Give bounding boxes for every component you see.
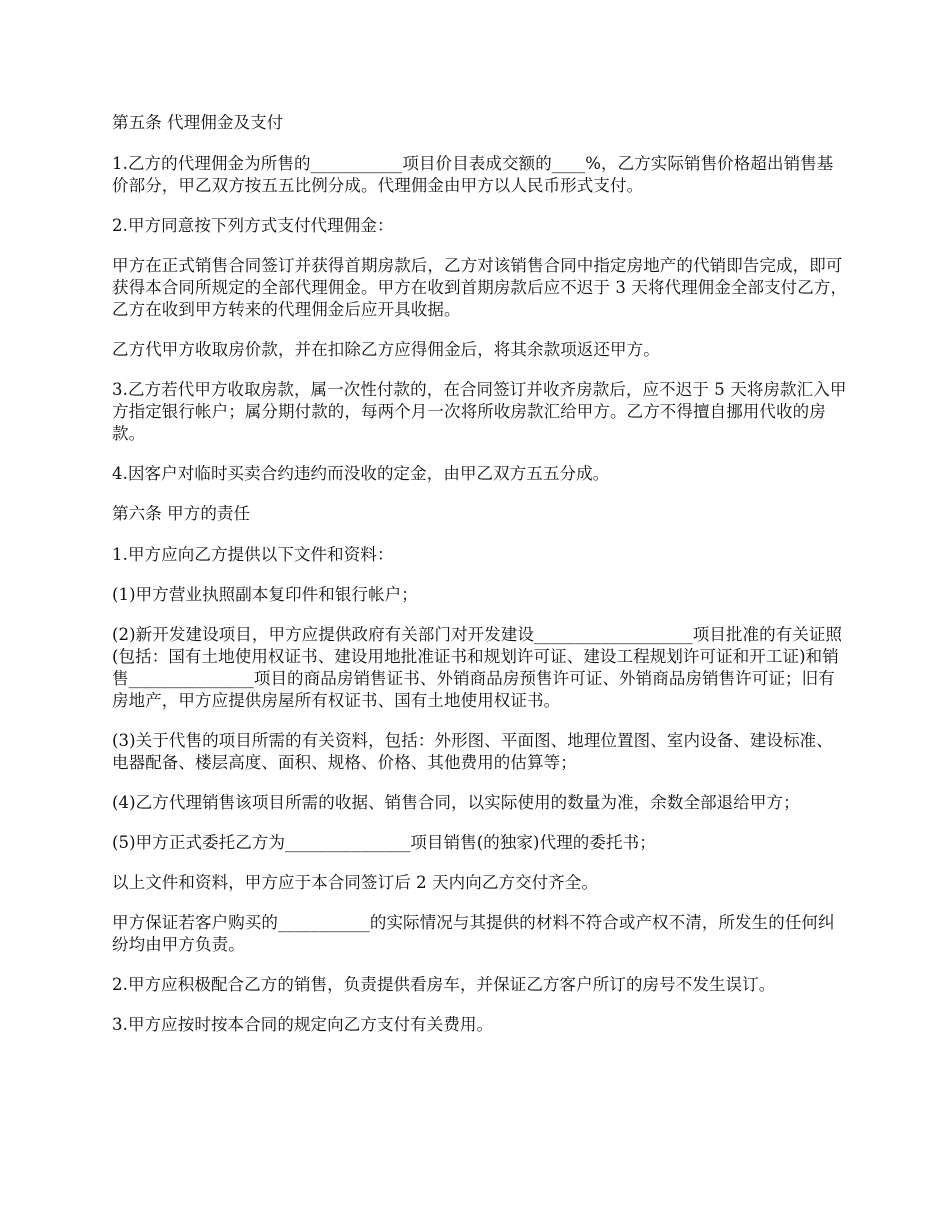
article-6-heading: 第六条 甲方的责任: [112, 504, 251, 523]
article-6-guarantee: 甲方保证若客户购买的___________的实际情况与其提供的材料不符合或产权不清，所发生的任何纠纷均由甲方负责。: [112, 913, 835, 954]
article-5-clause-2: 2.甲方同意按下列方式支付代理佣金：: [112, 216, 394, 235]
article-6-item-5: (5)甲方正式委托乙方为_______________项目销售(的独家)代理的委托书；: [112, 833, 656, 852]
article-6-delivery-deadline: 以上文件和资料，甲方应于本合同签订后 2 天内向乙方交付齐全。: [112, 873, 599, 892]
article-6-item-2: (2)新开发建设项目，甲方应提供政府有关部门对开发建设___________________项目批准的有关证照(包括：国有土地使用权证书、建设用地批准证书和规划许可证、建设工程规划许可证和开工证)和销售_______________项目的商品房销售证书、外销商品房预售许可证、外销商品房销售许可证；旧有房地产，甲方应提供房屋所有权证书、国有土地使用权证书。: [112, 625, 843, 710]
article-6-clause-3: 3.甲方应按时按本合同的规定向乙方支付有关费用。: [112, 1015, 494, 1034]
article-5-clause-4: 4.因客户对临时买卖合约违约而没收的定金，由甲乙双方五五分成。: [112, 464, 610, 483]
article-5-clause-1: 1.乙方的代理佣金为所售的___________项目价目表成交额的____%，乙方实际销售价格超出销售基价部分，甲乙双方按五五比例分成。代理佣金由甲方以人民币形式支付。: [112, 154, 834, 195]
article-6-clause-2: 2.甲方应积极配合乙方的销售，负责提供看房车，并保证乙方客户所订的房号不发生误订。: [112, 975, 776, 994]
document-page: [112, 112, 848, 1054]
article-6-item-4: (4)乙方代理销售该项目所需的收据、销售合同，以实际使用的数量为准，余数全部退给甲方；: [112, 793, 800, 812]
article-6-clause-1: 1.甲方应向乙方提供以下文件和资料：: [112, 545, 394, 564]
article-5-heading: 第五条 代理佣金及支付: [112, 113, 284, 132]
article-6-item-3: (3)关于代售的项目所需的有关资料，包括：外形图、平面图、地理位置图、室内设备、建设标准、电器配备、楼层高度、面积、规格、价格、其他费用的估算等；: [112, 731, 833, 772]
article-5-clause-2-detail: 甲方在正式销售合同签订并获得首期房款后，乙方对该销售合同中指定房地产的代销即告完成，即可获得本合同所规定的全部代理佣金。甲方在收到首期房款后应不迟于 3 天将代理佣金全部支付乙方，乙方在收到甲方转来的代理佣金后应开具收据。: [112, 256, 848, 319]
article-5-clause-2-remittance: 乙方代甲方收取房价款，并在扣除乙方应得佣金后，将其余款项返还甲方。: [112, 340, 660, 359]
article-6-item-1: (1)甲方营业执照副本复印件和银行帐户；: [112, 585, 418, 604]
article-5-clause-3: 3.乙方若代甲方收取房款，属一次性付款的，在合同签订并收齐房款后，应不迟于 5 天将房款汇入甲方指定银行帐户；属分期付款的，每两个月一次将所收房款汇给甲方。乙方不得擅自挪用代收的房款。: [112, 380, 847, 443]
